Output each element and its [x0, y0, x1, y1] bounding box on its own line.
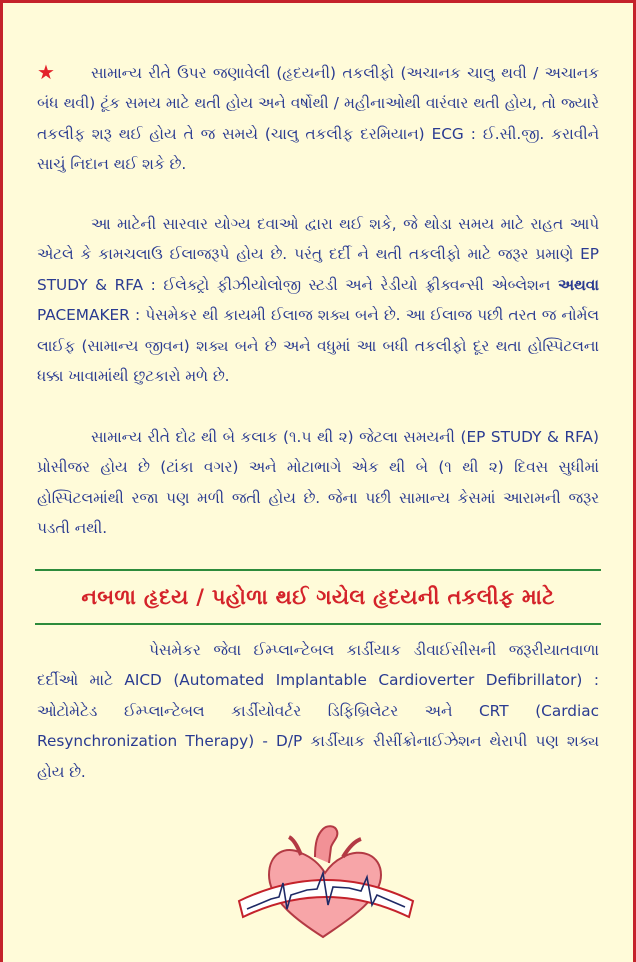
section-heading-band: [35, 569, 601, 625]
star-icon: ★: [37, 60, 55, 84]
paragraph-1: ★ સામાન્ય રીતે ઉપર જણાવેલી (હૃદયની) તકલીફો (અચાનક ચાલુ થવી / અચાનક બંધ થવી) ટૂંક સમય માટે થતી હોય અને વર્ષોથી / મહીનાઓથી વારંવાર થતી હોય, તો જ્યારે તકલીફ શરૂ થઈ હોય તે જ સમયે (ચાલુ તકલીફ દરમિયાન) ECG : ઈ.સી.જી. કરાવીને સાચું નિદાન થઈ શકે છે.: [37, 57, 599, 180]
heart-ecg-icon: [231, 823, 421, 943]
intro-block: [37, 57, 599, 180]
device-block: [37, 635, 599, 787]
paragraph-2: આ માટેની સારવાર યોગ્ય દવાઓ દ્વારા થઈ શકે, જે થોડા સમય માટે રાહત આપે એટલે કે કામચલાઉ ઈલાજરૂપે હોય છે. પરંતુ દર્દી ને થતી તકલીફો માટે જરૂર પ્રમાણે EP STUDY & RFA : ઈલેક્ટ્રો ફીઝીયોલોજી સ્ટડી અને રેડીયો ફ્રીક્વન્સી એબ્લેશન અથવા PACEMAKER : પેસમેકર થી કાયમી ઈલાજ શક્ય બને છે. આ ઈલાજ પછી તરત જ નોર્મલ લાઈફ (સામાન્ય જીવન) શક્ય બને છે અને વધુમાં આ બધી તકલીફો દૂર થતા હોસ્પિટલના ધક્કા ખાવામાંથી છુટકારો મળે છે.: [37, 215, 599, 386]
paragraph-3: સામાન્ય રીતે દોઢ થી બે કલાક (૧.૫ થી ૨) જેટલા સમયની (EP STUDY & RFA) પ્રોસીજર હોય છે (ટાંકા વગર) અને મોટાભાગે એક થી બે (૧ થી ૨) દિવસ સુધીમાં હોસ્પિટલમાંથી રજા પણ મળી જતી હોય છે. જેના પછી સામાન્ય કેસમાં આરામની જરૂર પડતી નથી.: [37, 428, 599, 538]
treatment-block: [37, 209, 599, 391]
or-keyword: અથવા: [557, 275, 599, 294]
procedure-block: [37, 422, 599, 544]
section-heading: નબળા હૃદય / પહોળા થઈ ગયેલ હૃદયની તકલીફ માટે: [81, 584, 555, 609]
paragraph-4: પેસમેકર જેવા ઈમ્પ્લાન્ટેબલ કાર્ડીયાક ડીવાઈસીસની જરૂરીયાતવાળા દર્દીઓ માટે AICD (Automated Implantable Cardioverter Defibrillator) : ઓટોમેટેડ ઈમ્પ્લાન્ટેબલ કાર્ડીયોવર્ટર ડિફિબ્રિલેટર અને CRT (Cardiac Resynchronization Therapy) - D/P કાર્ડીયાક રીસીંક્રોનાઈઝેશન થેરાપી પણ શક્ય હોય છે.: [37, 641, 599, 781]
